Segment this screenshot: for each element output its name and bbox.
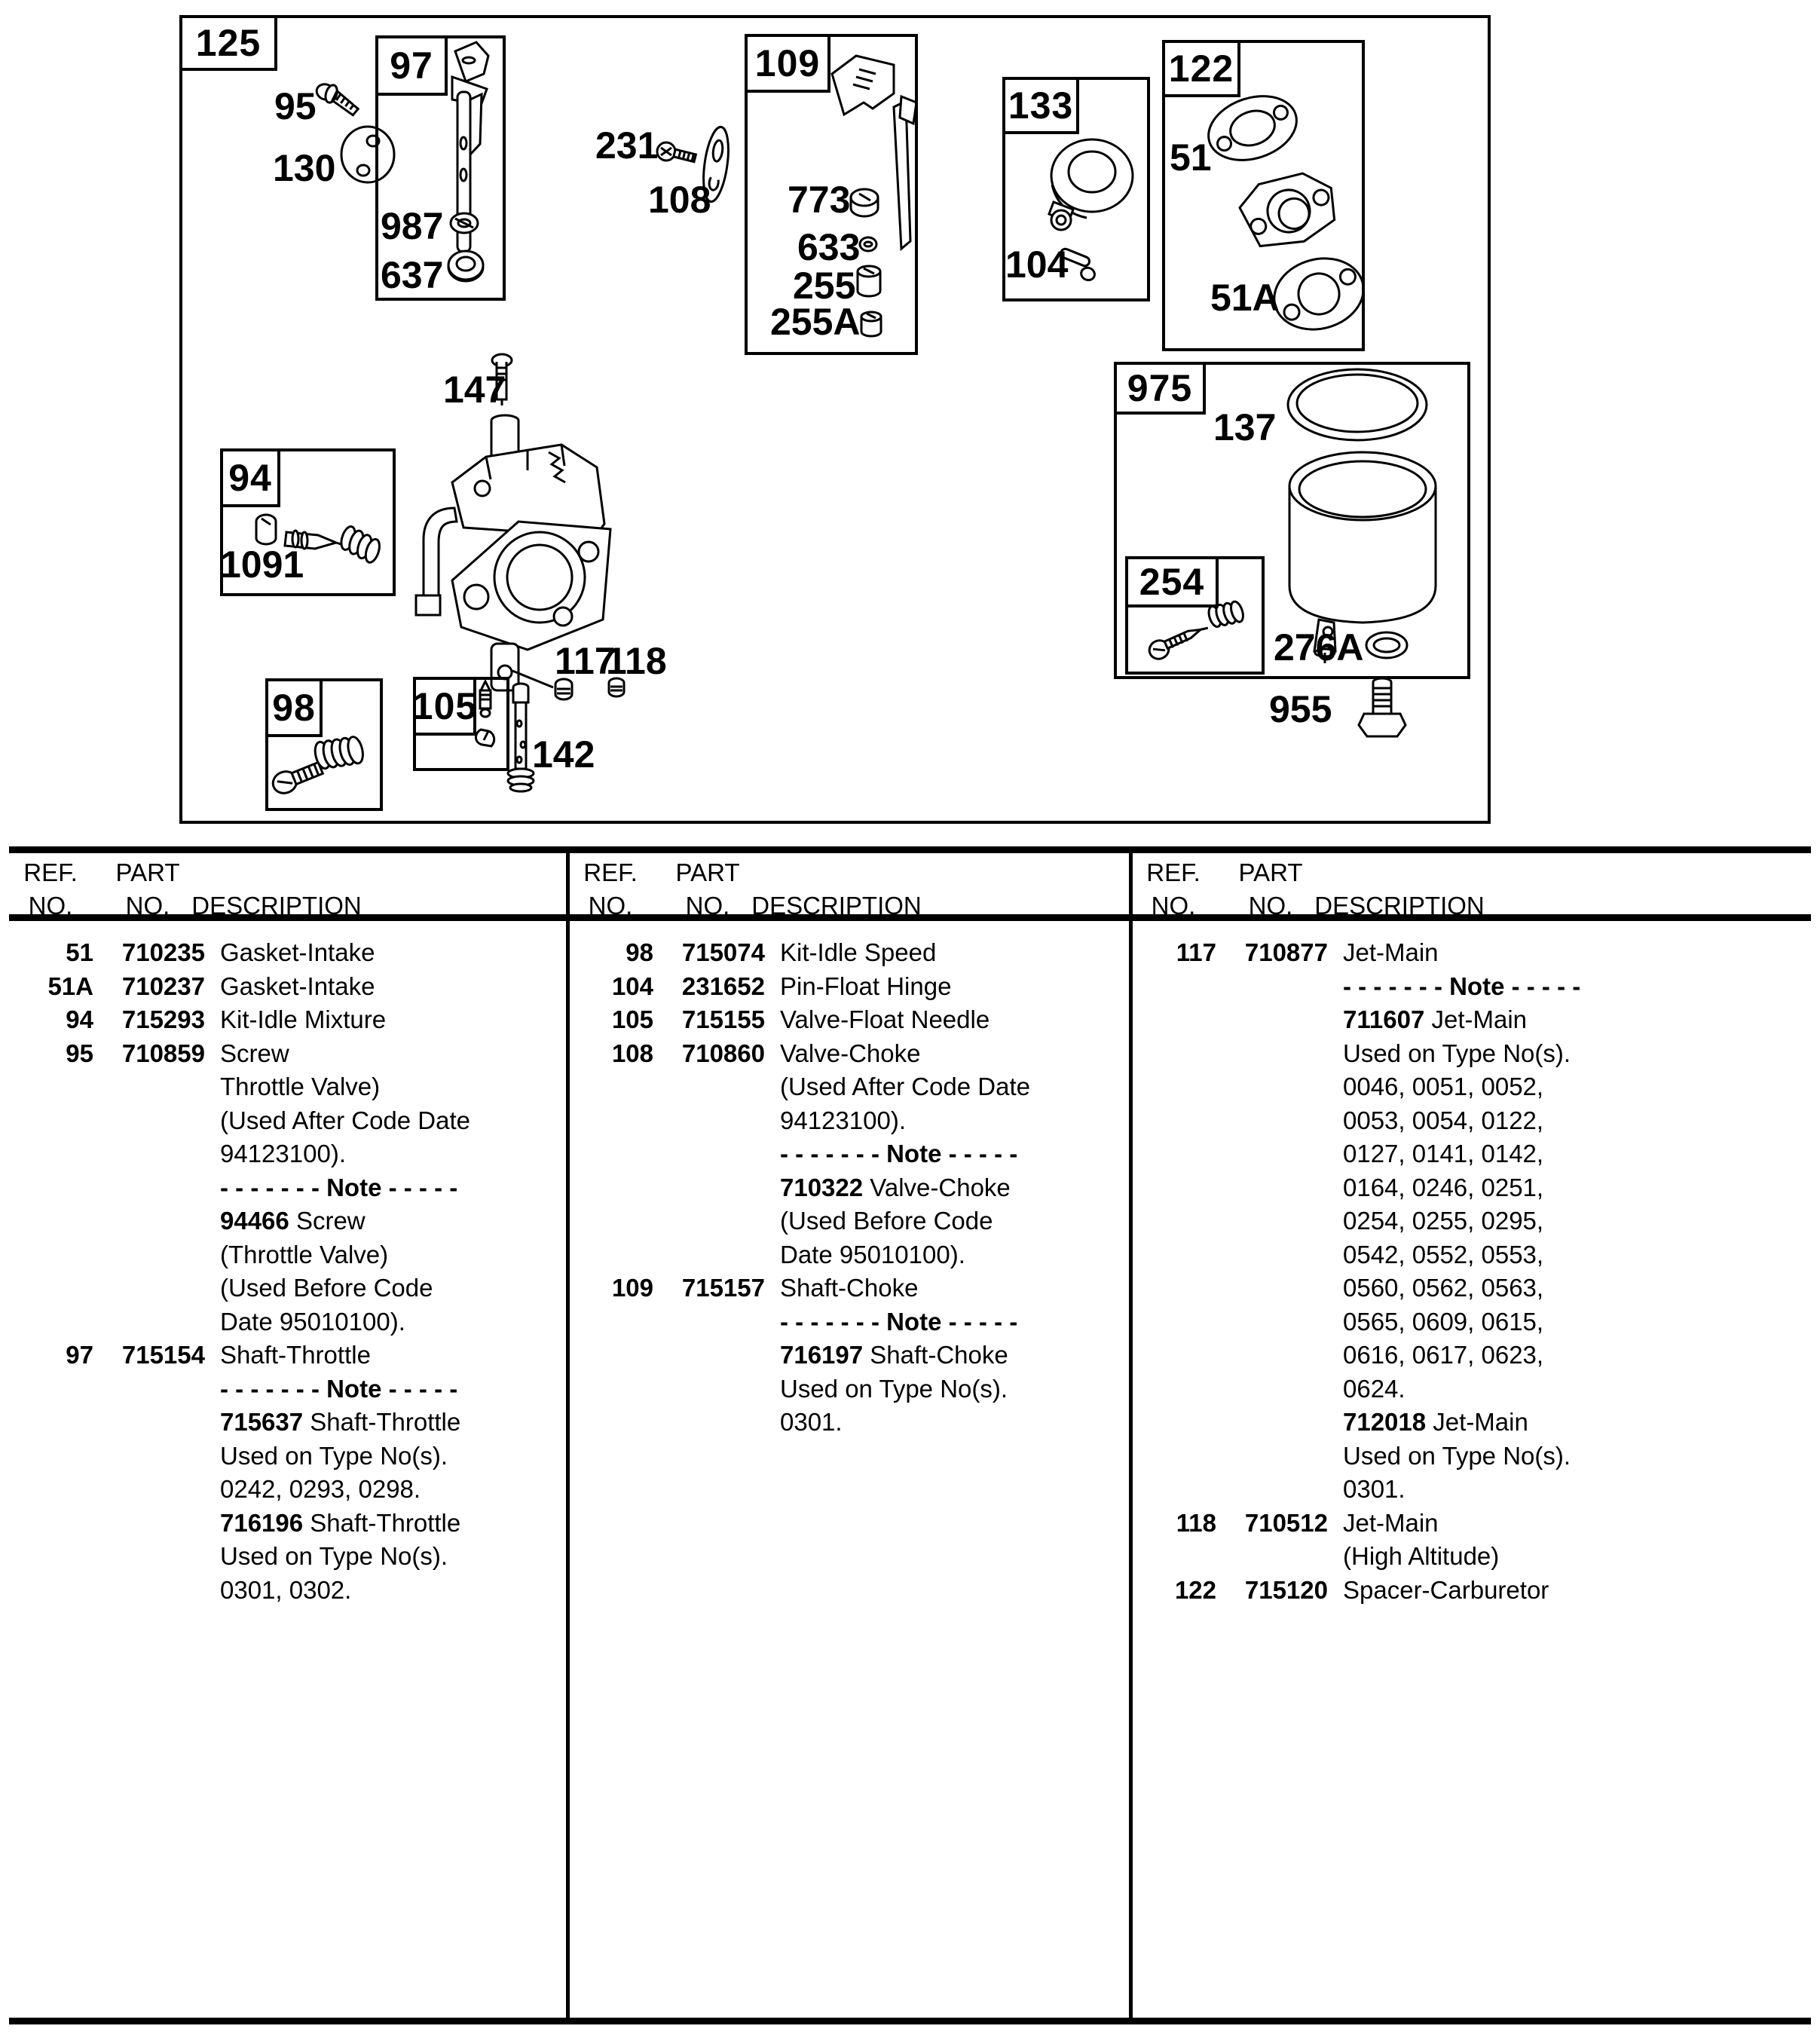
description-cell [1343,1305,1543,1339]
ref-no-cell: 94 [66,1005,93,1033]
table-row [569,1137,1123,1171]
parts-column-2 [569,822,1123,2027]
column-header-ref2: NO. [28,892,73,920]
table-row [9,1574,563,1608]
part-label-231: 231 [595,124,659,167]
column-header-desc: DESCRIPTION [1314,892,1485,920]
description-text: 0565, 0609, 0615, [1343,1307,1544,1336]
callout-box-98 [265,678,383,811]
description-cell [780,1171,1011,1205]
description-cell [220,1339,371,1372]
description-text: Screw [295,1207,366,1235]
table-row [9,1473,563,1507]
ref-no-cell: 122 [1174,1575,1216,1604]
table-row [569,1003,1123,1037]
part-label-955: 955 [1269,688,1332,730]
table-row [569,936,1123,970]
description-cell [220,1507,460,1541]
table-row [9,1070,563,1104]
part-no-cell: 715293 [121,1005,205,1033]
callout-box-label-94 [220,448,280,507]
description-cell [1343,1003,1527,1037]
description-cell [220,1003,386,1037]
description-text: 94123100). [780,1106,906,1134]
description-cell [220,1440,448,1473]
part-label-51A: 51A [1210,277,1280,319]
part-no-cell: 710237 [121,972,205,1000]
ref-no-cell: 51 [66,938,93,966]
part-no-cell: 710512 [1244,1508,1328,1537]
callout-box-label-97 [375,35,448,96]
description-cell [1343,936,1439,970]
column-header-ref1: REF. [583,858,638,886]
table-row [9,1440,563,1473]
column-header-part2: NO. [1248,892,1293,920]
column-header-part1: PART [115,858,180,886]
description-cell [220,1305,405,1339]
description-text: 716197 [780,1341,870,1369]
table-row [569,970,1123,1004]
description-text: Screw [220,1039,289,1067]
description-cell [1343,1070,1543,1104]
part-label-255A: 255A [770,301,861,343]
column-header-ref1: REF. [23,858,78,886]
ref-no-cell: 104 [611,972,653,1000]
table-row [9,1104,563,1138]
part-label-987: 987 [381,205,444,247]
description-cell [1343,1473,1406,1507]
column-header-ref2: NO. [588,892,633,920]
table-row [1132,970,1686,1004]
ref-no-cell: 105 [611,1005,653,1033]
description-cell [1343,1574,1549,1608]
table-row [9,1507,563,1541]
part-label-104: 104 [1005,243,1069,286]
description-text: 715637 [220,1408,310,1436]
description-text: 0053, 0054, 0122, [1343,1106,1544,1134]
table-row [569,1037,1123,1071]
table-row [1132,1372,1686,1406]
callout-number: 122 [1168,47,1234,90]
column-header-part2: NO. [125,892,170,920]
description-text: 0254, 0255, 0295, [1343,1207,1544,1235]
description-text: Shaft-Throttle [220,1341,371,1369]
description-cell [1343,1137,1543,1171]
ref-no-cell: 118 [1176,1508,1216,1537]
part-label-142: 142 [532,733,595,776]
table-row [569,1104,1123,1138]
description-text: 0242, 0293, 0298. [220,1475,421,1503]
table-row [9,936,563,970]
description-cell [220,970,375,1004]
table-row [9,1305,563,1339]
table-row [9,1339,563,1372]
description-cell [780,1238,965,1272]
table-row [9,1137,563,1171]
description-text: 0046, 0051, 0052, [1343,1073,1544,1100]
parts-column-3 [1132,822,1686,2027]
description-cell [220,1137,346,1171]
ref-no-cell: 95 [66,1039,93,1067]
description-text: 0301. [780,1408,843,1436]
description-text: Gasket-Intake [220,938,375,966]
description-text: Shaft-Throttle [310,1508,461,1537]
description-cell [1343,1037,1571,1071]
table-row [9,970,563,1004]
description-text: Spacer-Carburetor [1343,1575,1549,1604]
description-text: Jet-Main [1343,1508,1439,1537]
table-row [569,1271,1123,1305]
exploded-view-diagram [0,0,1820,822]
part-no-cell: 715120 [1244,1575,1328,1604]
table-row [9,1271,563,1305]
description-text: 0560, 0562, 0563, [1343,1274,1544,1302]
ref-no-cell: 97 [66,1341,93,1369]
description-text: Pin-Float Hinge [780,972,952,1000]
part-no-cell: 710877 [1244,938,1328,966]
description-cell [220,1372,457,1406]
description-cell [780,1137,1017,1171]
description-cell [220,1406,460,1440]
column-header-part1: PART [1238,858,1303,886]
callout-box-label-125 [179,15,277,71]
part-label-137: 137 [1213,406,1277,448]
description-text: - - - - - - - Note - - - - - [780,1140,1018,1167]
description-text: Used on Type No(s). [220,1542,448,1570]
table-row [1132,1204,1686,1238]
description-cell [780,1037,920,1071]
ref-no-cell: 98 [626,938,653,966]
part-label-255: 255 [793,265,856,307]
description-cell [220,936,375,970]
ref-no-cell: 108 [611,1039,653,1067]
description-text: 0301, 0302. [220,1575,352,1604]
table-row [1132,1507,1686,1541]
parts-table-columns [0,822,1820,2035]
description-cell [1343,1271,1543,1305]
callout-number: 105 [411,685,478,727]
table-row [9,1204,563,1238]
table-row [9,1037,563,1071]
description-cell [1343,1372,1406,1406]
description-cell [220,1271,433,1305]
parts-column-1 [9,822,563,2027]
description-cell [780,970,951,1004]
callout-number: 133 [1008,84,1074,127]
ref-no-cell: 51A [47,972,93,1000]
part-no-cell: 710235 [121,938,205,966]
part-label-108: 108 [648,179,711,221]
part-no-cell: 231652 [681,972,765,1000]
table-row [1132,1540,1686,1574]
callout-box-label-109 [745,34,830,93]
table-row [569,1070,1123,1104]
description-text: Jet-Main [1343,938,1439,966]
description-text: (Used Before Code [780,1207,993,1235]
description-text: (Used Before Code [220,1274,433,1302]
table-row [9,1540,563,1574]
table-row [569,1406,1123,1440]
description-cell [220,1540,448,1574]
description-cell [780,1003,990,1037]
description-cell [1343,1238,1543,1272]
description-text: Valve-Choke [780,1039,921,1067]
description-text: Throttle Valve) [220,1073,381,1100]
description-text: - - - - - - - Note - - - - - [220,1374,458,1403]
description-cell [780,1339,1008,1372]
description-cell [1343,1104,1543,1138]
table-row [9,1171,563,1205]
ref-no-cell: 117 [1176,938,1216,966]
description-text: 94123100). [220,1140,346,1167]
callout-box-label-133 [1002,77,1079,134]
parts-table [0,822,1820,2035]
description-text: Date 95010100). [220,1307,405,1336]
description-text: 0301. [1343,1475,1406,1503]
description-text: 0127, 0141, 0142, [1343,1140,1544,1167]
description-cell [780,936,936,970]
table-row [9,1372,563,1406]
description-text: (Throttle Valve) [220,1240,389,1268]
table-row [569,1372,1123,1406]
table-row [1132,1305,1686,1339]
description-cell [780,1104,906,1138]
description-cell [1343,1406,1528,1440]
description-text: 0624. [1343,1374,1406,1403]
description-text: 0164, 0246, 0251, [1343,1173,1544,1201]
description-text: Date 95010100). [780,1240,965,1268]
description-text: Shaft-Throttle [310,1408,461,1436]
description-text: Used on Type No(s). [780,1374,1008,1403]
description-text: Kit-Idle Speed [780,938,937,966]
column-header-desc: DESCRIPTION [751,892,922,920]
part-label-51: 51 [1170,136,1212,179]
callout-box-label-105 [413,677,476,736]
description-text: 94466 [220,1207,296,1235]
description-text: Used on Type No(s). [220,1441,448,1470]
description-cell [220,1171,457,1205]
description-text: Jet-Main [1431,1005,1528,1033]
callout-number: 94 [228,457,272,499]
description-cell [780,1271,918,1305]
description-text: 711607 [1343,1005,1432,1033]
callout-number: 975 [1127,367,1193,409]
part-no-cell: 710859 [121,1039,205,1067]
description-cell [780,1070,1030,1104]
table-row [1132,1406,1686,1440]
part-no-cell: 715154 [121,1341,205,1369]
description-text: - - - - - - - Note - - - - - [1343,972,1581,1000]
description-cell [1343,1540,1499,1574]
description-text: Valve-Float Needle [780,1005,990,1033]
callout-number: 98 [272,687,316,729]
description-text: (Used After Code Date [220,1106,470,1134]
description-text: Used on Type No(s). [1343,1441,1571,1470]
description-text: 0542, 0552, 0553, [1343,1240,1544,1268]
table-row [1132,1339,1686,1372]
ref-no-cell: 109 [611,1274,653,1302]
table-row [1132,1440,1686,1473]
table-row [569,1305,1123,1339]
description-text: Jet-Main [1433,1408,1528,1436]
callout-box-105 [413,677,509,771]
description-cell [780,1406,843,1440]
callout-number: 254 [1139,561,1205,603]
description-cell [1343,1507,1439,1541]
table-row [1132,1171,1686,1205]
description-cell [780,1204,993,1238]
part-no-cell: 715157 [681,1274,765,1302]
part-label-95: 95 [274,85,317,127]
description-cell [1343,1171,1543,1205]
part-label-773: 773 [788,179,851,221]
description-text: 0616, 0617, 0623, [1343,1341,1544,1369]
description-text: 716196 [220,1508,310,1537]
part-label-147: 147 [443,369,506,411]
callout-number: 97 [390,44,433,87]
part-label-130: 130 [273,147,336,189]
description-cell [220,1574,351,1608]
table-row [9,1238,563,1272]
column-header-part2: NO. [685,892,730,920]
callout-box-label-122 [1162,40,1240,97]
callout-box-label-254 [1125,556,1219,607]
part-label-276A: 276A [1274,626,1364,669]
description-cell [220,1070,380,1104]
part-label-117: 117 [555,640,616,682]
description-text: 712018 [1343,1408,1433,1436]
callout-box-label-975 [1114,362,1206,415]
part-no-cell: 710860 [681,1039,765,1067]
table-row [1132,1037,1686,1071]
part-label-633: 633 [797,226,861,268]
description-text: Kit-Idle Mixture [220,1005,387,1033]
description-cell [220,1037,289,1071]
table-row [1132,1070,1686,1104]
description-cell [1343,1204,1543,1238]
part-label-118: 118 [606,640,667,682]
description-cell [780,1305,1017,1339]
callout-box-label-98 [265,678,323,737]
table-row [1132,1473,1686,1507]
table-row [1132,1137,1686,1171]
description-cell [1343,970,1580,1004]
table-row [1132,1271,1686,1305]
table-row [1132,936,1686,970]
description-text: (High Altitude) [1343,1542,1500,1570]
description-text: (Used After Code Date [780,1073,1030,1100]
column-header-ref2: NO. [1151,892,1196,920]
column-rows [1132,936,1686,1607]
callout-box-254 [1125,556,1265,675]
table-row [1132,1104,1686,1138]
column-header-part1: PART [675,858,740,886]
column-rows [9,936,563,1607]
description-cell [1343,1339,1543,1372]
description-text: - - - - - - - Note - - - - - [220,1173,458,1201]
column-header-ref1: REF. [1146,858,1201,886]
part-label-637: 637 [381,254,444,296]
table-row [9,1003,563,1037]
description-text: - - - - - - - Note - - - - - [780,1307,1018,1336]
description-cell [220,1204,366,1238]
table-row [569,1339,1123,1372]
table-row [569,1238,1123,1272]
description-text: Shaft-Choke [780,1274,919,1302]
description-text: Gasket-Intake [220,972,375,1000]
description-cell [220,1104,470,1138]
callout-number: 125 [195,22,262,64]
table-row [569,1204,1123,1238]
table-row [1132,1574,1686,1608]
description-text: Used on Type No(s). [1343,1039,1571,1067]
description-text: Valve-Choke [870,1173,1011,1201]
part-label-1091: 1091 [220,543,304,586]
description-text: 710322 [780,1173,870,1201]
description-cell [1343,1440,1571,1473]
table-row [569,1171,1123,1205]
description-cell [780,1372,1008,1406]
callout-number: 109 [754,42,821,84]
part-no-cell: 715155 [681,1005,765,1033]
table-row [1132,1238,1686,1272]
description-cell [220,1473,421,1507]
table-row [9,1406,563,1440]
description-cell [220,1238,388,1272]
table-row [1132,1003,1686,1037]
description-text: Shaft-Choke [870,1341,1008,1369]
column-header-desc: DESCRIPTION [191,892,362,920]
column-rows [569,936,1123,1440]
part-no-cell: 715074 [681,938,765,966]
